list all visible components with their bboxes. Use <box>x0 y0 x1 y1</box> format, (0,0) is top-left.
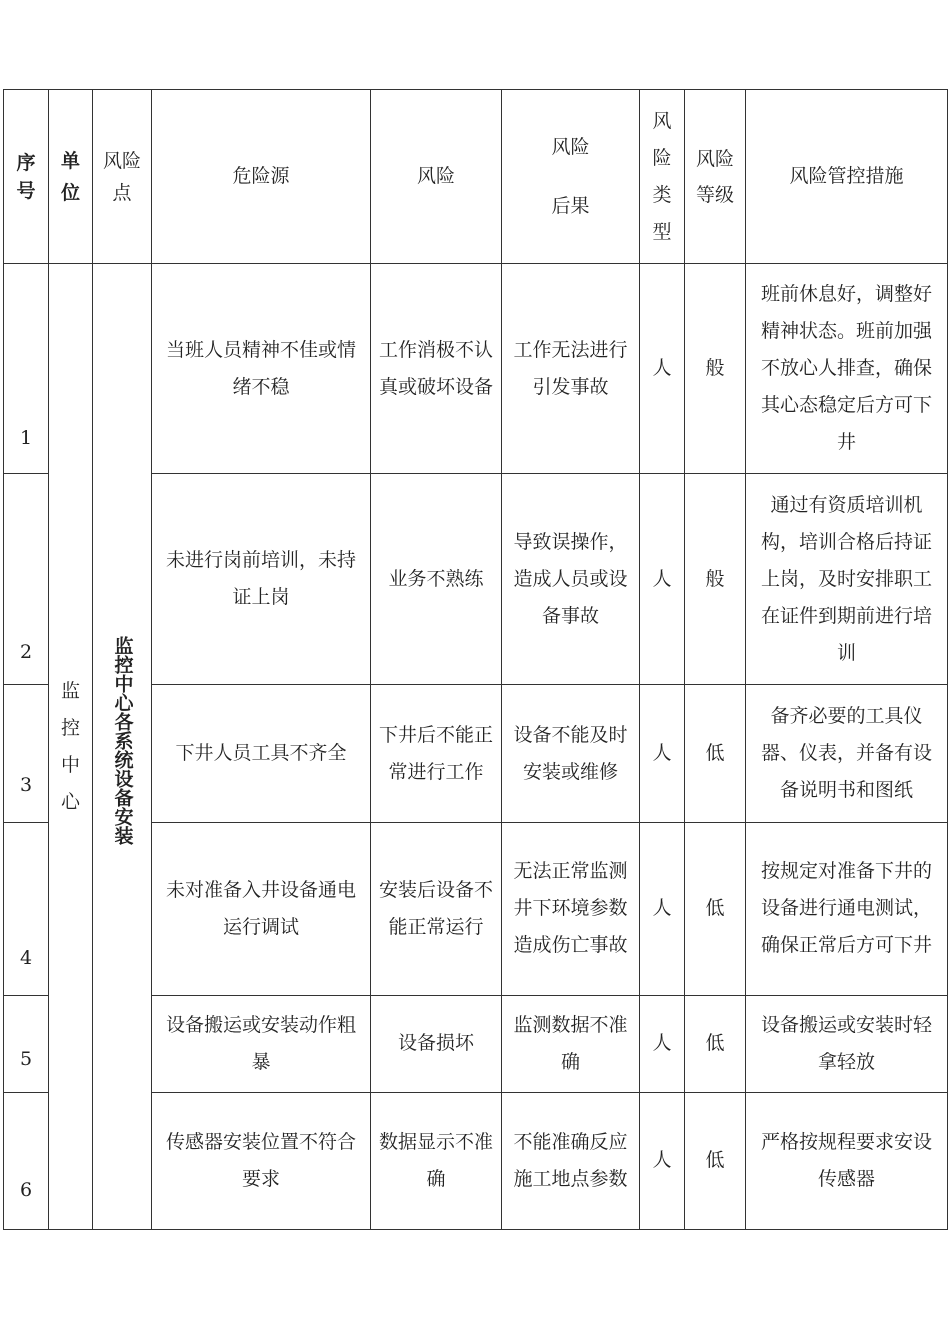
row-hazard: 未对准备入井设备通电运行调试 <box>152 822 371 995</box>
row-level: 低 <box>685 822 746 995</box>
row-type: 人 <box>640 1092 685 1229</box>
row-hazard: 当班人员精神不佳或情绪不稳 <box>152 264 371 474</box>
row-measures: 按规定对准备下井的设备进行通电测试，确保正常后方可下井 <box>746 822 948 995</box>
header-risk: 风险 <box>371 90 502 264</box>
row-type: 人 <box>640 685 685 822</box>
row-seq: 4 <box>4 822 49 995</box>
row-level: 低 <box>685 995 746 1092</box>
row-measures: 设备搬运或安装时轻拿轻放 <box>746 995 948 1092</box>
row-consequence: 监测数据不准确 <box>502 995 640 1092</box>
header-consequence: 风险 后果 <box>502 90 640 264</box>
header-seq: 序号 <box>4 90 49 264</box>
row-seq: 2 <box>4 474 49 685</box>
header-unit: 单位 <box>49 90 93 264</box>
row-risk: 设备损坏 <box>371 995 502 1092</box>
header-risk-point: 风险点 <box>93 90 152 264</box>
row-seq: 1 <box>4 264 49 474</box>
row-hazard: 设备搬运或安装动作粗暴 <box>152 995 371 1092</box>
row-measures: 班前休息好，调整好精神状态。班前加强不放心人排查，确保其心态稳定后方可下井 <box>746 264 948 474</box>
risk-point-cell <box>93 264 152 1230</box>
row-measures: 通过有资质培训机构，培训合格后持证上岗，及时安排职工在证件到期前进行培训 <box>746 474 948 685</box>
row-level: 低 <box>685 685 746 822</box>
header-measures: 风险管控措施 <box>746 90 948 264</box>
row-consequence: 无法正常监测井下环境参数造成伤亡事故 <box>502 822 640 995</box>
header-risk-type: 风险类型 <box>640 90 685 264</box>
header-row <box>4 90 948 264</box>
row-consequence: 工作无法进行引发事故 <box>502 264 640 474</box>
row-measures: 严格按规程要求安设传感器 <box>746 1092 948 1229</box>
row-risk: 下井后不能正常进行工作 <box>371 685 502 822</box>
row-type: 人 <box>640 822 685 995</box>
row-level: 般 <box>685 474 746 685</box>
row-measures: 备齐必要的工具仪器、仪表，并备有设备说明书和图纸 <box>746 685 948 822</box>
row-hazard: 未进行岗前培训，未持证上岗 <box>152 474 371 685</box>
header-hazard: 危险源 <box>152 90 371 264</box>
risk-point-vertical-text: 监控中心各系统设备安装 <box>111 635 134 845</box>
row-type: 人 <box>640 995 685 1092</box>
row-risk: 安装后设备不能正常运行 <box>371 822 502 995</box>
risk-control-table <box>3 89 948 1230</box>
row-level: 般 <box>685 264 746 474</box>
row-risk: 工作消极不认真或破坏设备 <box>371 264 502 474</box>
row-consequence: 设备不能及时安装或维修 <box>502 685 640 822</box>
row-hazard: 传感器安装位置不符合要求 <box>152 1092 371 1229</box>
header-risk-level: 风险等级 <box>685 90 746 264</box>
row-seq: 5 <box>4 995 49 1092</box>
row-seq: 3 <box>4 685 49 822</box>
row-seq: 6 <box>4 1092 49 1229</box>
row-consequence: 不能准确反应施工地点参数 <box>502 1092 640 1229</box>
row-consequence: 导致误操作，造成人员或设备事故 <box>502 474 640 685</box>
unit-cell: 监控中心 <box>49 264 93 1230</box>
row-type: 人 <box>640 264 685 474</box>
row-risk: 数据显示不准确 <box>371 1092 502 1229</box>
table-row <box>4 264 948 474</box>
row-risk: 业务不熟练 <box>371 474 502 685</box>
row-level: 低 <box>685 1092 746 1229</box>
row-type: 人 <box>640 474 685 685</box>
row-hazard: 下井人员工具不齐全 <box>152 685 371 822</box>
